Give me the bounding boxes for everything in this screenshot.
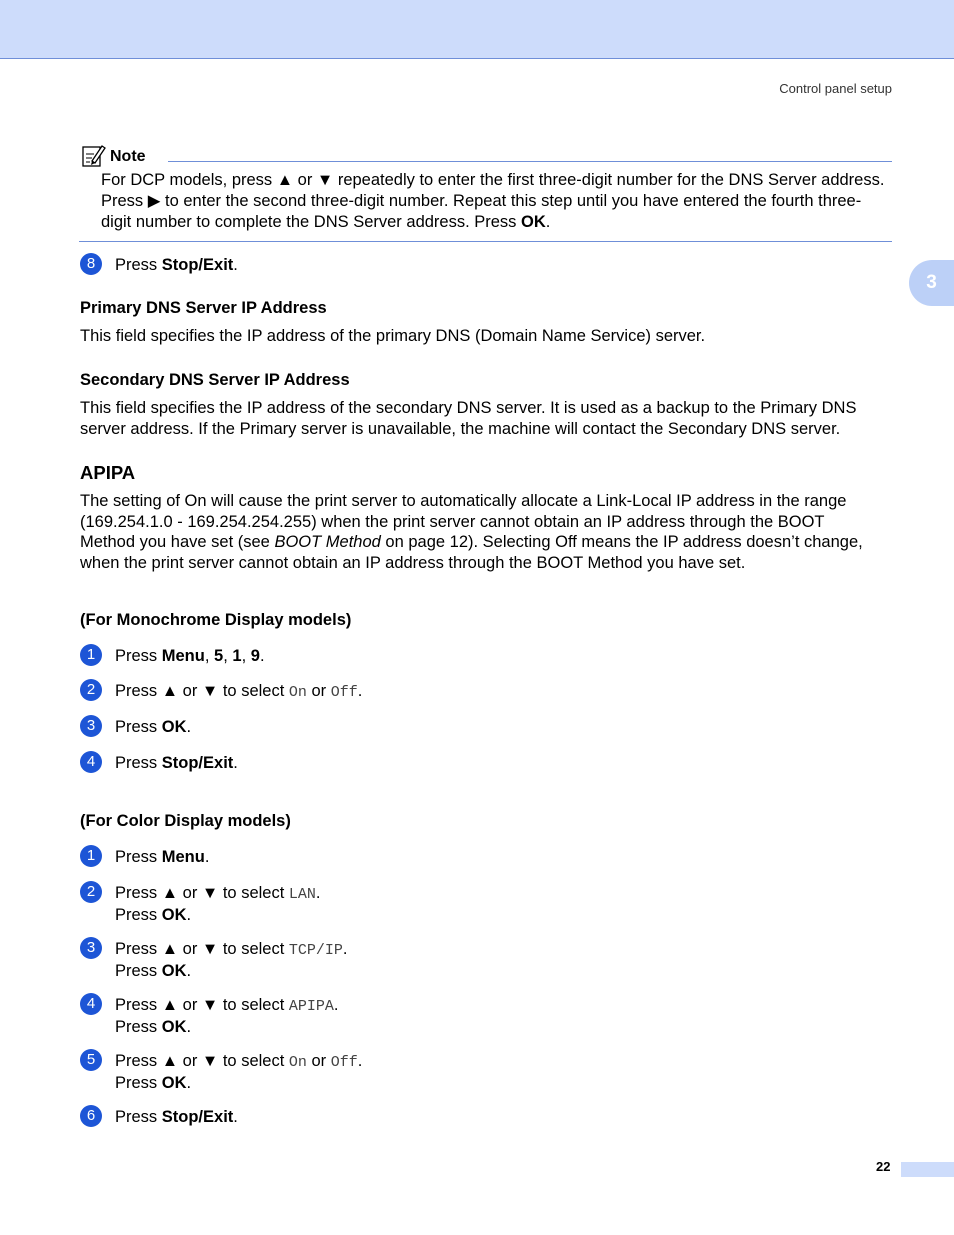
apipa-heading: APIPA bbox=[80, 462, 136, 483]
step-badge: 3 bbox=[80, 937, 102, 959]
note-pencil-icon bbox=[80, 143, 106, 169]
step-badge: 3 bbox=[80, 715, 102, 737]
step-badge: 4 bbox=[80, 751, 102, 773]
note-top-rule bbox=[168, 161, 892, 162]
note-title: Note bbox=[110, 148, 146, 165]
apipa-body: The setting of On will cause the print server to automatically allocate a Link-Local IP address in the range (169.254.1.0 - 169.254.254.255) when the print server cannot obtain an IP address through the BOOT Method you have set (see BOOT Method on page 12). Selecting Off means the IP address doesn’t change, when the print server cannot obtain an IP address through the BOOT Method you have set. bbox=[80, 492, 863, 572]
page-bar bbox=[901, 1162, 954, 1177]
note-line-3: digit number to complete the DNS Server address. Press OK. bbox=[101, 213, 551, 231]
page-number: 22 bbox=[876, 1159, 891, 1174]
color-models-heading: (For Color Display models) bbox=[80, 812, 291, 830]
step-badge: 1 bbox=[80, 644, 102, 666]
step-badge: 1 bbox=[80, 845, 102, 867]
mono-models-heading: (For Monochrome Display models) bbox=[80, 611, 352, 629]
primary-dns-body: This field specifies the IP address of the primary DNS (Domain Name Service) server. bbox=[80, 327, 706, 345]
section-title: Control panel setup bbox=[779, 81, 892, 96]
step-badge: 2 bbox=[80, 881, 102, 903]
secondary-dns-body: This field specifies the IP address of the secondary DNS server. It is used as a backup to the Primary DNS server address. If the Primary server is unavailable, the machine will contact the Secondary DNS server. bbox=[80, 399, 857, 438]
secondary-dns-heading: Secondary DNS Server IP Address bbox=[80, 371, 350, 389]
chapter-tab[interactable]: 3 bbox=[909, 260, 954, 306]
note-line-1: For DCP models, press ▲ or ▼ repeatedly to enter the first three-digit number for the DNS Server address. bbox=[101, 171, 885, 189]
note-line-2: Press ▶ to enter the second three-digit number. Repeat this step until you have entered the fourth three- bbox=[101, 192, 862, 210]
step-badge: 8 bbox=[80, 253, 102, 275]
header-band bbox=[0, 0, 954, 59]
step-badge: 6 bbox=[80, 1105, 102, 1127]
note-bottom-rule bbox=[79, 241, 892, 242]
note-body bbox=[101, 170, 893, 233]
step-badge: 5 bbox=[80, 1049, 102, 1071]
step-badge: 4 bbox=[80, 993, 102, 1015]
primary-dns-heading: Primary DNS Server IP Address bbox=[80, 299, 327, 317]
step-badge: 2 bbox=[80, 679, 102, 701]
